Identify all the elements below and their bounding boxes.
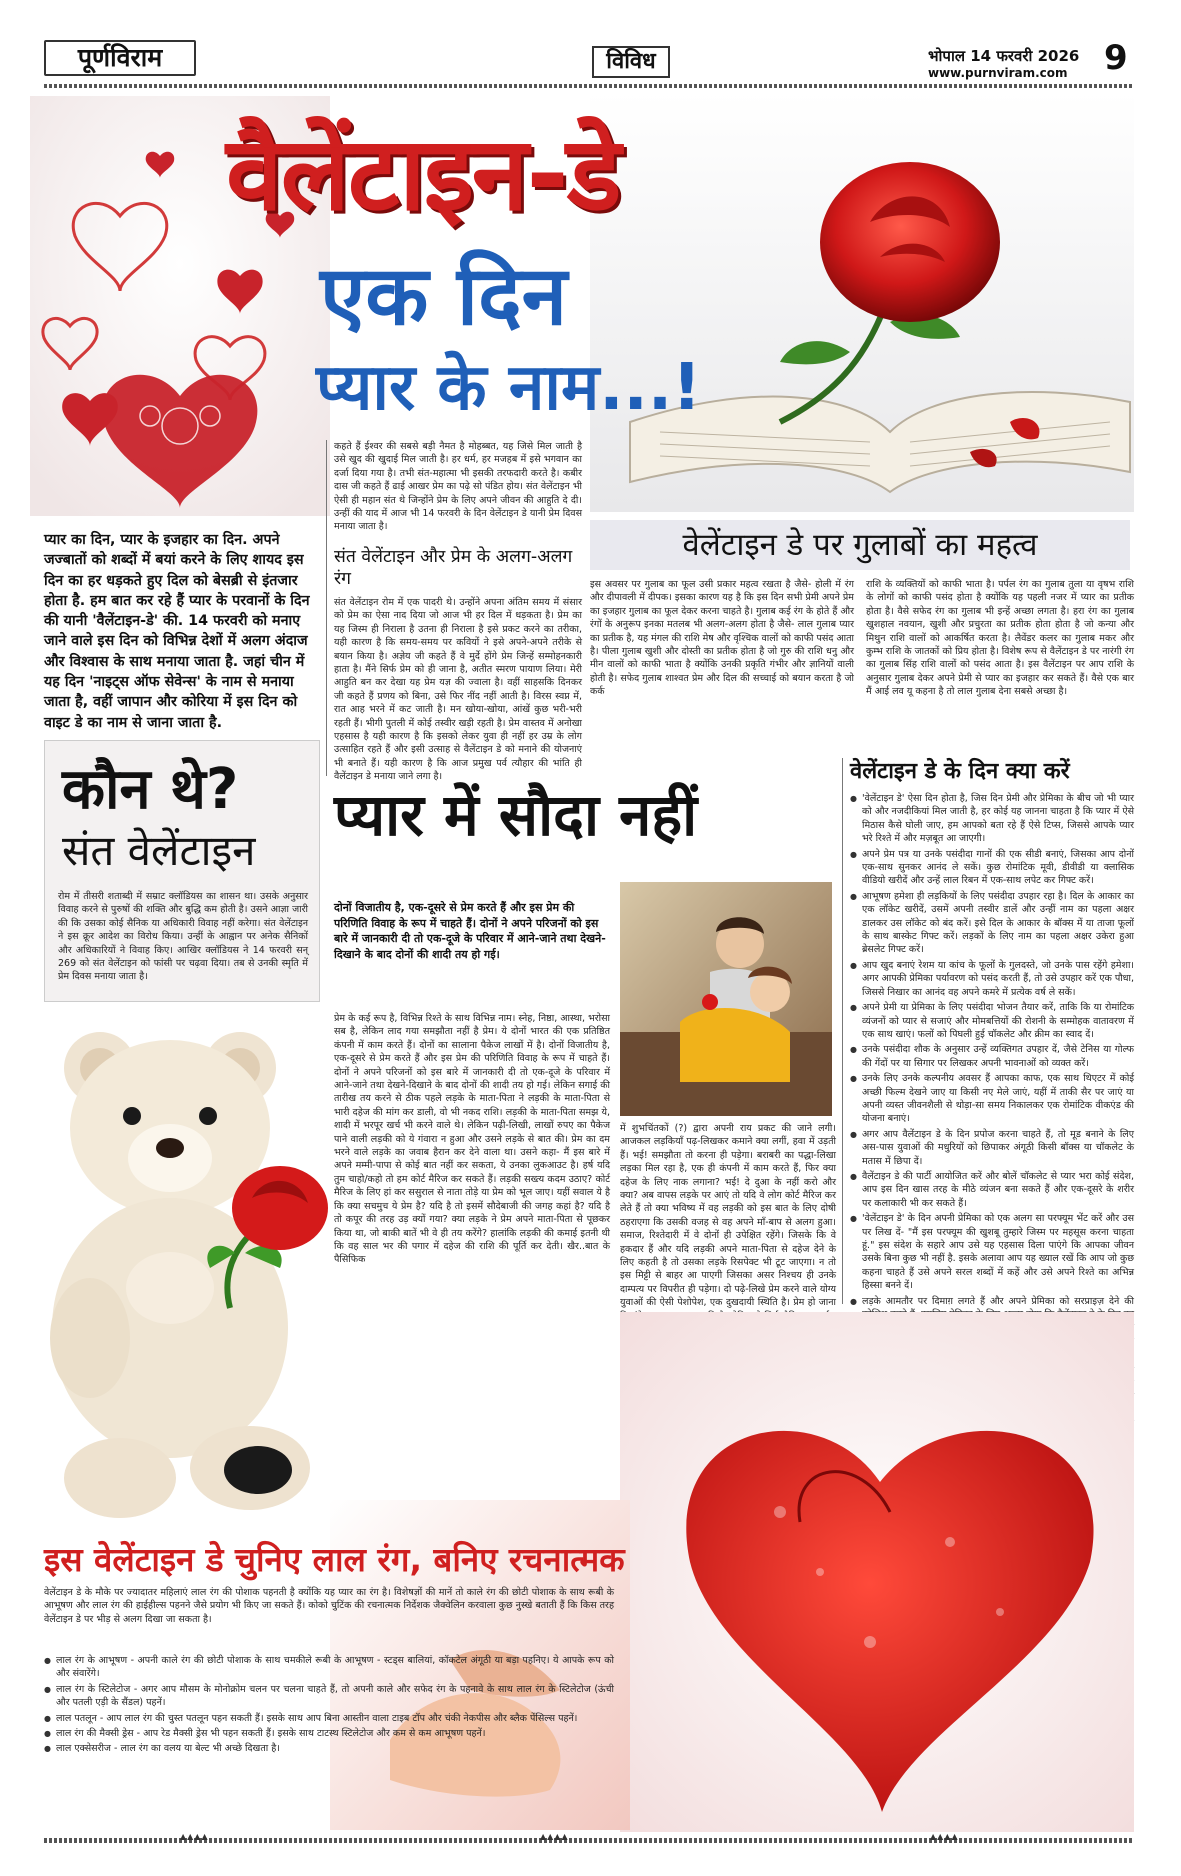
edition-date: भोपाल 14 फरवरी 2026 — [928, 47, 1080, 65]
register-mark: ▲▲▲▲ — [180, 1832, 209, 1841]
laal-intro: वेलेंटाइन डे के मौके पर ज्यादातर महिलाएं लाल रंग की पोशाक पहनती है क्योंकि यह प्यार का रंग है। विशेषज्ञों की मानें तो काले रंग की छोटी पोशाक के साथ रूबी के आभूषण और लाल रंग की हाईहील्स पहनने जैसे प्रयोग भी किए जा सकते हैं। कोको चुटिंक की रचनात्मक निर्देशक जैक्वेलिन करवाला कुछ नुस्खे बताती हैं कि किस तरह वेलेंटाइन डे पर भीड़ से अलग दिखा जा सकता है। — [44, 1587, 614, 1625]
page-number: 9 — [1104, 38, 1128, 78]
kya-item: ● अपने प्रेमी या प्रेमिका के लिए पसंदीदा भोजन तैयार करें, ताकि कि या रोमांटिक व्यंजनों को प्यार से सजाएं और मोमबत्तियों की रोशनी के सम्मोहक वातावरण में एक साथ खाएं। फलों को पिघली हुई चॉकलेट और क्रीम का स्वाद दें। — [850, 1001, 1134, 1041]
kaun-heading-2: संत वेलेंटाइन — [62, 826, 256, 875]
sauda-body-1: प्रेम के कई रूप है, विभिन्न रिश्ते के साथ विभिन्न नाम। स्नेह, निष्ठा, आस्था, भरोसा सब है, लेकिन लाद गया समझौता नहीं है प्रेम। ये दोनों भारत की एक प्रतिष्ठित कंपनी में काम करते हैं। दोनों का सालाना पैकेज लाखों में है। दोनों विजातीय है, एक-दूसरे से प्रेम करते हैं और इस प्रेम की परिणिति विवाह के रूप में चाहते हैं। दोनों ने अपने परिजनों को इस बारे में जानकारी दी तो एक-दूजे के परिवार में आने-जाने तथा देखने-दिखाने के बाद दोनों की शादी तय हो गई। लेकिन सगाई की तारीख तय करने से ठीक पहले लड़के के माता-पिता ने लड़की के माता-पिता से भारी दहेज की मांग कर डाली, वो भी नकद राशि। लड़की के माता-पिता समझ ये, शादी में भरपूर खर्च भी करने वाले थे। लेकिन पढ़ी-लिखी, लाखों रुपए का पैकेज पाने वाली लड़की को ये गंवारा न हुआ और उसने लड़के से बात की। प्रेम का दम भरने वाले लड़के का जवाब हैरान कर देने वाला था। उसने कहा- मैं इस बारे में अपने मम्मी-पापा से कोई बात नहीं कर सकता, ये उनका लुकआउट है। हर्ष यदि तुम चाहो/कहो तो हम कोर्ट मैरिज कर सकते हैं। लड़की सख्त्य कदम उठाए? कोर्ट मैरिज के लिए हां कर ससुराल से नाता तोड़े या प्रेम को भूल जाए। यहीं सवाल ये है कि क्या सचमुच ये प्रेम है? यदि है तो इसमें सौदेबाजी की जगह कहां है? यदि है तो कपूर की तरह उड़ क्यों गया? क्या लड़के ने प्रेम अपने माता-पिता से पूछकर किया था, जो बाकी बातें भी वे ही तय करेंगे? हालांकि लड़की की कमाई इतनी थी कि वह साल भर की पगार में दहेज की राशि की पूर्ति कर देती। खैर..बात के पैसिफिक — [334, 1013, 610, 1266]
kya-item: ● 'वेलेंटाइन डे' ऐसा दिन होता है, जिस दिन प्रेमी और प्रेमिका के बीच जो भी प्यार को और नजदीकियां मिल जाती है, हर कोई यह जानना चाहता है कि प्यार में ऐसे मिठास कैसे घोली जाए, हम आपको बता रहे हैं ऐसे टिप्स, जिससे आपके प्यार भरे रिश्ते में और मज़बूत आ जाएगी। — [850, 792, 1134, 846]
kya-item: ● लड़के आमतौर पर दिमाग़ लगते हैं और अपने प्रेमिका को सरप्राइज़ देने की — [850, 1295, 1134, 1362]
intro-paragraph: प्यार का दिन, प्यार के इजहार का दिन. अपने जज्बातों को शब्दों में बयां करने के लिए शायद इस दिन का हर धड़कते हुए दिल को बेसब्री से इंतजार होता है. हम बात कर रहे हैं प्यार के परवानों के दिन की यानी 'वैलेंटाइन-डे' की. 14 फरवरी को मनाए जाने वाले इस दिन को विभिन्न देशों में अलग अंदाज और विश्वास के साथ मनाया जाता है. जहां चीन में यह दिन 'नाइट्स ऑफ सेवेन्स' के नाम से मनाया जाता है, वहीं जापान और कोरिया में इस दिन को वाइट डे का नाम से जाना जाता है. — [44, 532, 310, 731]
register-mark: ▲▲▲▲ — [930, 1832, 959, 1841]
laal-item: ● लाल रंग के स्टिलेटोज - अगर आप मौसम के मोनोक्रोम चलन पर चलना चाहते हैं, तो अपनी काले और सफेद रंग के पहनावे के साथ लाल रंग के स्टिलेटोज (ऊंची और पतली एड़ी के सैंडल) पहनें। — [44, 1683, 614, 1710]
roses-heading: वेलेंटाइन डे पर गुलाबों का महत्व — [590, 520, 1130, 570]
kaun-heading-1: कौन थे? — [62, 757, 239, 822]
header-rule — [44, 84, 1134, 88]
kaun-body: रोम में तीसरी शताब्दी में सम्राट क्लॉडियस का शासन था। उसके अनुसार विवाह करने से पुरुषों की शक्ति और बुद्धि कम होती है। उसने आज्ञा जारी की कि उसका कोई सैनिक या अधिकारी विवाह नहीं करेगा। संत वेलेंटाइन ने इस क्रूर आदेश का विरोध किया। उन्हीं के आह्वान पर अनेक सैनिकों और अधिकारियों ने विवाह किए। आखिर क्लॉडियस ने 14 फरवरी सन् 269 को संत वेलेंटाइन को फांसी पर चढ़वा दिया। तब से उनकी स्मृति में प्रेम दिवस मनाया जाता है। — [58, 891, 308, 983]
roses-col2: राशि के व्यक्तियों को काफी भाता है। पर्पल रंग का गुलाब तुला या वृषभ राशि के लोगों को काफी पसंद होता है क्योंकि यह पहली नजर में प्यार का प्रतीक होता है। वैसे सफेद रंग का गुलाब भी इन्हें अच्छा लगता है। हरा रंग का गुलाब खुशहाल नवयान, खुशी और प्रचुरता का प्रतीक होता होता है जो कन्या और मिथुन राशि वालों को आकर्षित करता है। लैवेंडर कलर का गुलाब मकर और कुम्भ राशि के जातकों को प्रिय होता है। विशेष रूप से वैलेंटाइन डे पर नारंगी रंग का गुलाब सिंह राशि वालों को पसंद आता है। इस वैलेंटाइन पर आप राशि के अनुसार गुलाब देकर अपने प्रेमी से प्यार का इजहार कर सकते हैं। वैसे एक बार मैं आई लव यू कहना है तो लाल गुलाब देना सबसे अच्छा है। — [866, 579, 1134, 698]
sant-heading: संत वेलेंटाइन और प्रेम के अलग-अलग रंग — [334, 547, 573, 589]
sub-headline-1: एक दिन — [320, 249, 568, 344]
laal-item: ● लाल रंग की मैक्सी ड्रेस - आप रेड मैक्सी ड्रेस भी पहन सकती हैं। इसके साथ टाटस्थ स्टिलेटोज और कम से कम आभूषण पहनें। — [44, 1727, 614, 1740]
sauda-heading: प्यार में सौदा नहीं — [334, 781, 698, 849]
laal-item: ● लाल रंग के आभूषण - अपनी काले रंग की छोटी पोशाक के साथ चमकीले रूबी के आभूषण - स्टड्स बालियां, कॉकटेल अंगूठी या बड़ा पहनिए। ये आपके रूप को और संवारेंगे। — [44, 1654, 614, 1681]
masthead-logo: पूर्णविराम — [44, 40, 196, 76]
kya-heading: वेलेंटाइन डे के दिन क्या करें — [850, 759, 1070, 784]
main-headline: वैलेंटाइन-डे — [226, 115, 620, 234]
laal-item: ● लाल एक्सेसरीज - लाल रंग का वलय या बेल्ट भी अच्छे दिखता है। — [44, 1742, 614, 1755]
sant-body: संत वेलेंटाइन रोम में एक पादरी थे। उन्होंने अपना अंतिम समय में संसार को प्रेम का ऐसा नाद दिया जो आज भी हर दिल में धड़कता है। प्रेम का यह जिस्म ही निराला है उतना ही निराला है इसे प्रकट करने का तरीका, यही कारण है कि समय-समय पर कवियों ने इसे अपने-अपने तरीके से बयान किया है। अज्ञेय जी कहते हैं वे मुर्दे होंगे प्रेम जिन्हें सम्मोहनकारी हाता है। मैंने सिर्फ प्रेम को ही जाना है, अतीत स्मरण पायाण लिया। मेरी आहुति बन कर देखा यह प्रेम यज्ञ की ज्वाला है। वहीं साहसकि दिनकर जी कहते हैं प्रणय को बिना, उसे फिर नींद नहीं आती है। विरस स्वप्न में, रात आह भरने में कट जाती है। मन खोया-खोया, आंखें कुछ भरी-भरी रहती हैं। भीगी पुतली में कोई तस्वीर खड़ी रहती है। प्रेम वास्तव में अनोखा एहसास है यही कारण है कि इसको लेकर युवा ही नहीं हर उम्र के लोग उत्साहित रहते हैं और इसी उत्साह से वैलेंटाइन डे को मनाने की योजनाएं भी बनाते हैं। यही कारण है कि आज प्रमुख पर्व त्यौहार की भांति ही वैलेंटाइन डे मनाया जाने लगा है। — [334, 597, 582, 783]
register-mark: ▲▲▲▲ — [540, 1832, 569, 1841]
kya-list — [850, 792, 1134, 1307]
couple-photo — [620, 882, 832, 1116]
column-divider — [326, 440, 327, 776]
laal-heading: इस वेलेंटाइन डे चुनिए लाल रंग, बनिए रचनात्मक — [44, 1540, 625, 1579]
kya-item: ● उनके लिए उनके कल्पनीय अवसर हैं आपका काफ, एक साथ थिएटर में कोई अच्छी फिल्म देखने जाए या किसी नए मेले जाएं, यहीं में ताकी सैर पर जाएं या अपनी व्यस्त जीवनशैली से थोड़ा-सा समय निकालकर एक रोमांटिक वीकएंड की योजना बनाएं। — [850, 1072, 1134, 1126]
kya-item: ● अपने प्रेम पत्र या उनके पसंदीदा गानों की एक सीडी बनाएं, जिसका आप दोनों एक-साथ सुनकर आनंद ले सकें। कुछ रोमांटिक मूवी, डीवीडी या क्लासिक वीडियो खरीदें और उन्हें लाल रिबन में एक-साथ लपेट कर गिफ्ट करें। — [850, 848, 1134, 888]
kya-item: ● अगर आप वैलेंटाइन डे के दिन प्रपोज करना चाहते हैं, तो मूड बनाने के लिए अस-पास युवाओं की मधुरियों को छिपाकर अंगूठी किसी बॉक्स या चॉकलेट के मतास में छिपा दें। — [850, 1128, 1134, 1168]
roses-col1: इस अवसर पर गुलाब का फूल उसी प्रकार महत्व रखता है जैसे- होली में रंग और दीपावली में दीपक। इसका कारण यह है कि इस दिन सभी प्रेमी अपने प्रेम का इजहार गुलाब का फूल देकर करना चाहते है। गुलाब कई रंग के होते हैं और रंगों के अनुरूप इनका मतलब भी अलग-अलग होता है जैसे- लाल गुलाब प्यार का प्रतीक है, यह मंगल की राशि मेष और वृश्चिक वालों को काफी पसंद आता है। पीला गुलाब खुशी और दोस्ती का प्रतीक होता है जो गुरु की राशि धनु और मीन वालों को काफी भाता है क्योंकि उनकी प्रकृति गंभीर और ज्ञानियों वाली होती है। सफेद गुलाब शाश्वत प्रेम और दिल की सच्चाई को बयान करता है जो कर्क — [590, 579, 854, 698]
kya-item: ● उनके पसंदीदा शौक के अनुसार उन्हें व्यक्तिगत उपहार दें, जैसे टेनिस या गोल्फ की गेंदों पर या सिगार पर लिखकर अपनी भावनाओं को व्यक्त करें। — [850, 1043, 1134, 1070]
kya-item: ● आभूषण हमेशा ही लड़कियों के लिए पसंदीदा उपहार रहा है। दिल के आकार का एक लॉकेट खरीदें, उसमें अपनी तस्वीर डालें और उन्हीं नाम का पहला अक्षर डालकर उस लॉकेट को बंद करें। इसे दिल के आकार के बॉक्स में या ताजा फूलों के साथ बास्केट गिफ्ट करें। लड़कों के लिए नाम का पहला अक्षर उकेरा हुआ ब्रेसलेट गिफ्ट करें। — [850, 890, 1134, 957]
sauda-lead: दोनों विजातीय है, एक-दूसरे से प्रेम करते हैं और इस प्रेम की परिणिति विवाह के रूप में चाहते हैं। दोनों ने अपने परिजनों को इस बारे में जानकारी दी तो एक-दूजे के परिवार में आने-जाने तथा देखने-दिखाने के बाद दोनों की शादी तय हो गई। — [334, 901, 606, 961]
laal-item: ● लाल पतलून - आप लाल रंग की चुस्त पतलून पहन सकती हैं। इसके साथ आप बिना आस्तीन वाला टाइब टॉप और चंकी नेकपीस और ब्लैक पेंसिल्स पहनें। — [44, 1712, 614, 1725]
laal-list — [44, 1654, 614, 1830]
kya-item: ● वैलेंटाइन डे की पार्टी आयोजित करें और बोलें चॉकलेट से प्यार भरा कोई संदेश, आप इस दिन खास तरह के मीठे व्यंजन बना सकते हैं और एक-दूसरे के शरीर पर कलाकारी भी कर सकते हैं। — [850, 1170, 1134, 1210]
kya-item: ● 'वेलेंटाइन डे' के दिन अपनी प्रेमिका को एक अलग सा परफ्यूम भेंट करें और उस पर लिख दें- "मैं इस परफ्यूम की खुशबू तुम्हारे जिस्म पर महसूस करना चाहता हूं." इस संदेश के सहारे आप उसे यह एहसास दिला पाएंगे कि आपका जीवन उसके बिना कुछ भी नहीं है. इसके अलावा आप यह ख्याल रखें कि आप जो कुछ कहना चाहते हैं उसे अपने सरल शब्दों में कहें और उसे अपने रिश्ते का अभिन्न हिस्सा बनने दें। — [850, 1212, 1134, 1292]
website-link[interactable]: www.purnviram.com — [928, 66, 1068, 80]
kya-item: ● आप खुद बनाएं रेशम या कांच के फूलों के गुलदस्ते, जो उनके पास रहेंगे हमेशा। अगर आपकी प्रेमिका पर्यावरण को पसंद करती हैं, तो उसे उपहार करें एक पौधा, जिससे निखार का आनंद वह अपने कमरे में प्रत्येक वर्ष ले सकें। — [850, 959, 1134, 999]
sauda-body-2: में शुभचिंतकों (?) द्वारा अपनी राय प्रकट की जाने लगी। आजकल लड़कियाँ पढ़-लिखकर कमाने क्या लगीं, हवा में उड़ती हैं। भई! समझौता तो करना ही पड़ेगा। बराबरी का पद्धा-लिखा लड़का मिल रहा है, एक ही कंपनी में काम करते हैं, फिर क्या दहेज के लिए नाक लगाना? भई! दे दुआ के नहीं करो और क्या? अब वापस लड़के पर आएं तो यदि वे लोग कोर्ट मैरिज कर लेते हैं तो क्या भविष्य में वह लड़की को इस बात के लिए दोषी ठहराएगा कि उसकी वजह से वह अपने माँ-बाप से अलग हुआ। समाज, रिश्तेदारी में वे दोनों ही उपेक्षित रहेंगे। जिसके कि वे हकदार हैं और यदि लड़की अपने माता-पिता से दहेज देने के लिए कहती है तो उसका लड़के रिसपेक्ट भी टूट जाएगा। न तो इस मिट्टी से बाहर आ पाएगी जिसका असर निश्चय ही उनके दाम्पत्य पर विपरीत ही पड़ेगा। दो पढ़े-लिखे प्रेम करने वाले योग्य युवाओं की ऐसी पेशोपेश, एक दुखदायी स्थिति है। प्रेम हो जाना — [620, 1123, 836, 1309]
column-divider — [842, 758, 843, 1304]
rose-book-illustration — [590, 92, 1134, 512]
middle-intro-text: कहते हैं ईश्वर की सबसे बड़ी नैमत है मोहब्बत, यह जिसे मिल जाती है उसे खुद की खुदाई मिल जाती है। हर धर्म, हर मजहब में इसे भगवान का दर्जा दिया गया है। तभी संत-महात्मा भी इसकी तरफदारी करते है। कबीर दास जी कहते हैं ढाई आखर प्रेम का पढ़े सो पंडित होय। संत वेलेंटाइन भी ऐसी ही महान संत थे जिन्होंने प्रेम के लिए अपने जीवन की आहुति दे दी। उन्हीं की याद में आज भी 14 फरवरी के दिन वेलेंटाइन डे यानी प्रेम दिवस मनाया जाता है। — [334, 441, 582, 533]
teddy-bear-illustration — [30, 1008, 330, 1528]
section-label: विविध — [592, 46, 670, 78]
sub-headline-2: प्यार के नाम...! — [316, 351, 702, 425]
